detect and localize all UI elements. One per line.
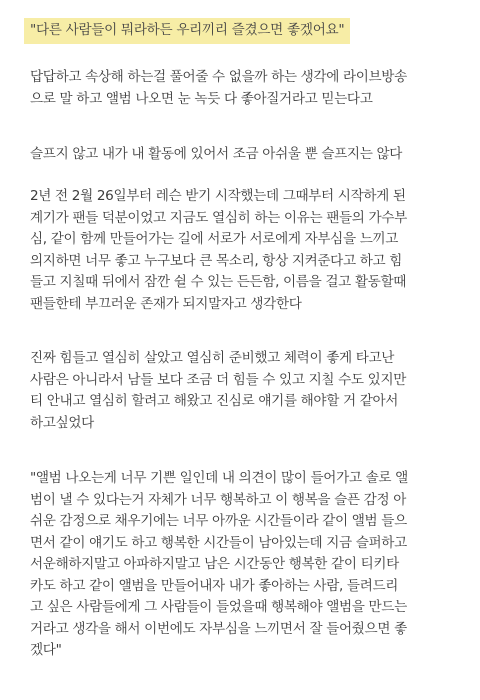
- paragraph-hard-work: [30, 348, 406, 434]
- paragraph-livestream: [30, 67, 407, 110]
- paragraph-line: 들고 지칠때 뒤에서 잠깐 쉴 수 있는 든든함, 이름을 걸고 활동할때: [30, 274, 407, 290]
- paragraph-line: 티 안내고 열심히 할려고 해왔고 진심로 얘기를 해야할 거 같아서: [30, 393, 399, 409]
- paragraph-line: 고 싶은 사람들에게 그 사람들이 들었을때 행복해야 앨범을 만드는: [30, 599, 407, 615]
- paragraph-line: 사람은 아니라서 남들 보다 조금 더 힘들 수 있고 지칠 수도 있지만: [30, 371, 407, 388]
- paragraph-line: 쉬운 감정으로 채우기에는 너무 아까운 시간들이라 같이 앨범 들으: [30, 513, 407, 529]
- paragraph-line: 계기가 팬들 덕분이었고 지금도 열심히 하는 이유는 팬들의 가수부: [30, 209, 407, 226]
- highlighted-quote: "다른 사람들이 뭐라하든 우리끼리 즐겼으면 좋겠어요": [24, 18, 350, 44]
- paragraph-line: 슬프지 않고 내가 내 활동에 있어서 조금 아쉬울 뿐 슬프지는 않다: [30, 146, 403, 162]
- paragraph-line: 팬들한테 부끄러운 존재가 되지말자고 생각한다: [30, 295, 302, 312]
- paragraph-line: 면서 같이 얘기도 하고 행복한 시간들이 남아있는데 지금 슬퍼하고: [30, 534, 407, 551]
- paragraph-line: 범이 낼 수 있다는거 자체가 너무 행복하고 이 행복을 슬픈 감정 아: [30, 491, 407, 508]
- paragraph-line: 심, 같이 함께 만들어가는 길에 서로가 서로에게 자부심을 느끼고: [30, 231, 399, 247]
- paragraph-line: 거라고 생각을 해서 이번에도 자부심을 느끼면서 잘 들어줬으면 좋: [30, 620, 407, 637]
- paragraph-line: "앨범 나오는게 너무 기쁜 일인데 내 의견이 많이 들어가고 솔로 앨: [30, 470, 408, 486]
- paragraph-line: 서운해하지말고 아파하지말고 남은 시간동안 행복한 같이 티키타: [30, 556, 399, 572]
- paragraph-line: 답답하고 속상해 하는걸 풀어줄 수 없을까 하는 생각에 라이브방송: [30, 69, 407, 85]
- paragraph-line: 2년 전 2월 26일부터 레슨 받기 시작했는데 그때부터 시작하게 된: [30, 188, 406, 204]
- paragraph-line: 의지하면 너무 좋고 누구보다 큰 목소리, 항상 지켜준다고 하고 힘: [30, 252, 403, 269]
- paragraph-line: 으로 말 하고 앨범 나오면 눈 녹듯 다 좋아질거라고 믿는다고: [30, 90, 373, 107]
- paragraph-line: 진짜 힘들고 열심히 살았고 열심히 준비했고 체력이 좋게 타고난: [30, 350, 395, 366]
- paragraph-line: 겠다": [30, 642, 62, 658]
- paragraph-album-quote: [30, 468, 408, 662]
- paragraph-line: 카도 하고 같이 앨범을 만들어내자 내가 좋아하는 사람, 들려드리: [30, 577, 399, 594]
- paragraph-not-sad: [30, 144, 402, 166]
- paragraph-line: 하고싶었다: [30, 414, 94, 431]
- paragraph-lessons: [30, 186, 407, 315]
